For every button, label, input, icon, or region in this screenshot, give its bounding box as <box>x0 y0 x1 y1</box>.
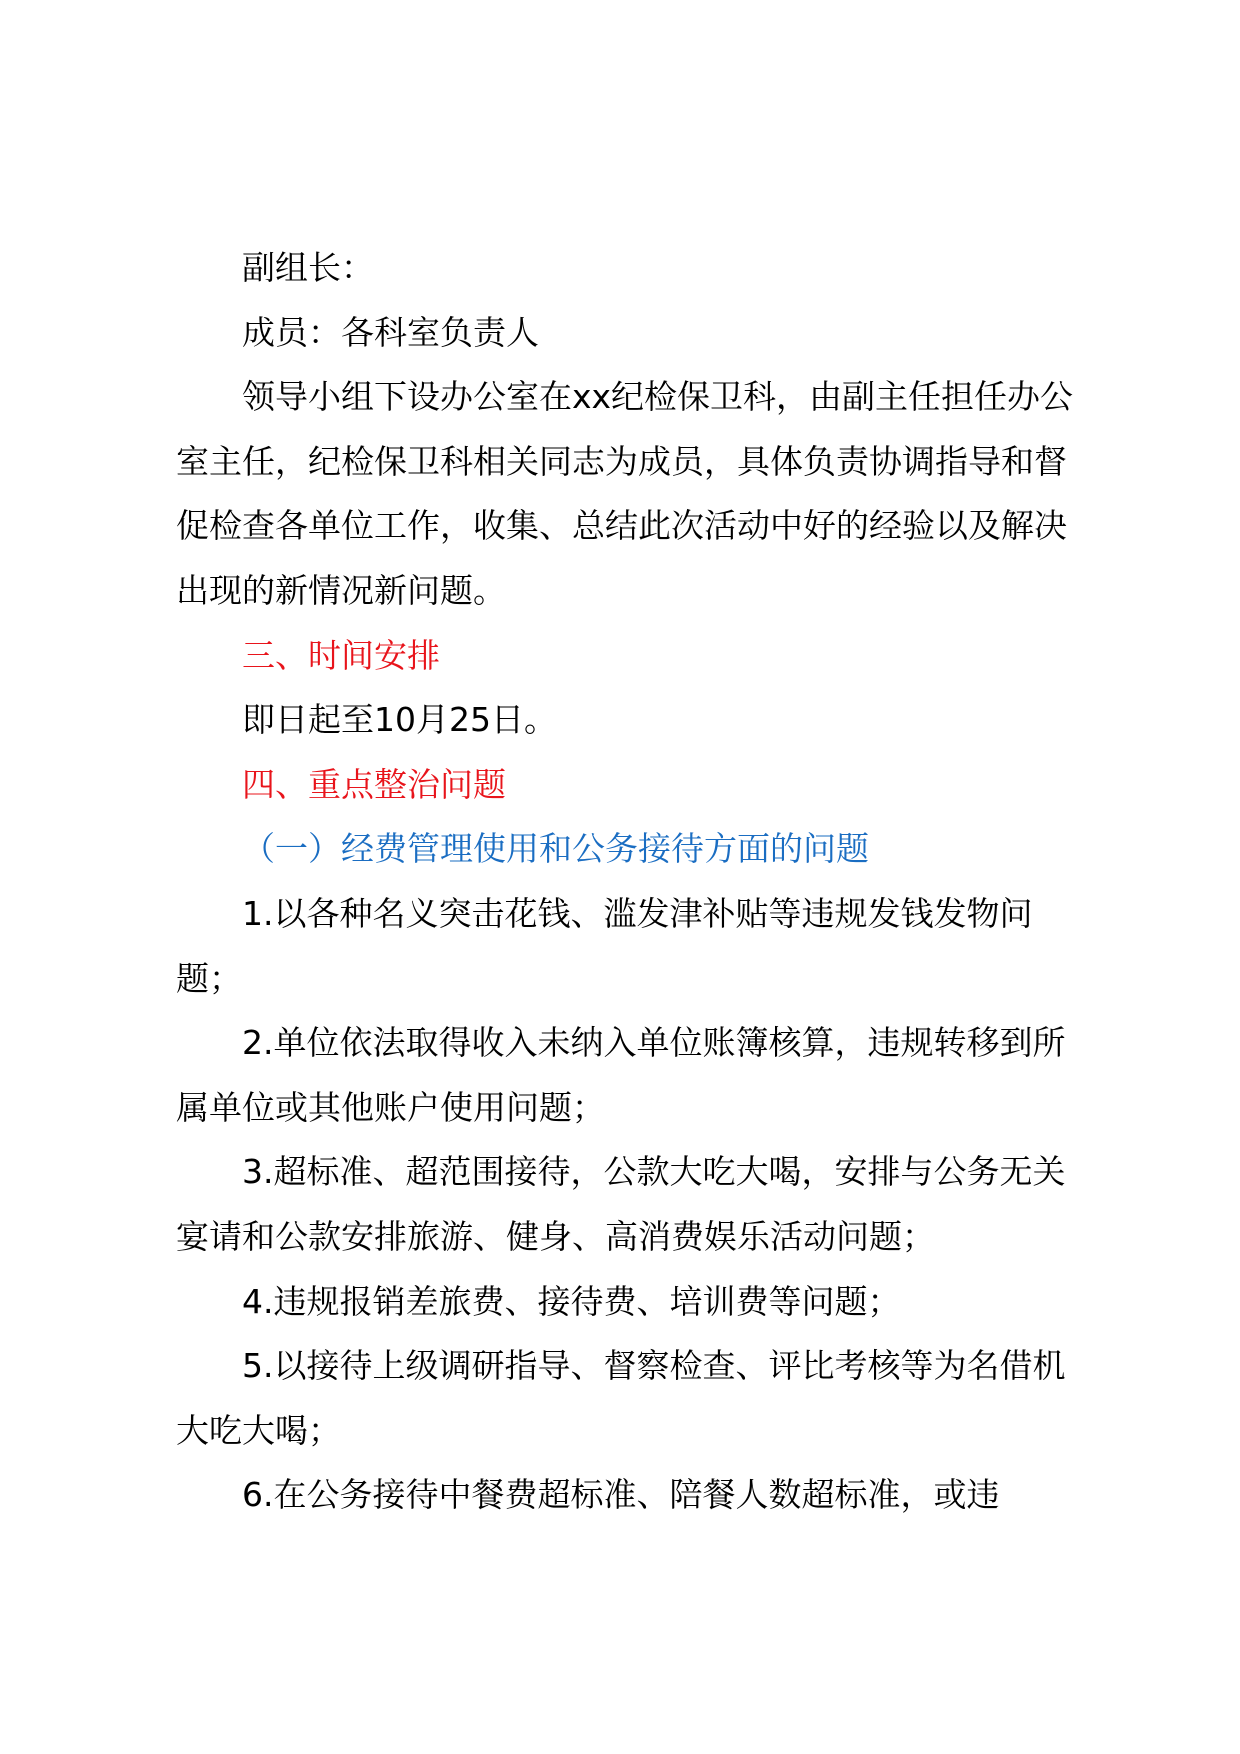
list-item-1: 1.以各种名义突击花钱、滥发津补贴等违规发钱发物问题； <box>176 893 1033 998</box>
list-item-3: 3.超标准、超范围接待，公款大吃大喝，安排与公务无关宴请和公款安排旅游、健身、高消费娱乐活动问题； <box>176 1152 1066 1256</box>
list-item-5: 5.以接待上级调研指导、督察检查、评比考核等为名借机大吃大喝； <box>176 1346 1066 1450</box>
heading-key-issues: 四、重点整治问题 <box>242 764 506 804</box>
list-item-2: 2.单位依法取得收入未纳入单位账簿核算，违规转移到所属单位或其他账户使用问题； <box>176 1023 1066 1127</box>
paragraph-deputy-leader: 副组长： <box>242 248 374 287</box>
paragraph-office-setup: 领导小组下设办公室在xx纪检保卫科，由副主任担任办公室主任，纪检保卫科相关同志为成员，具体负责协调指导和督促检查各单位工作，收集、总结此次活动中好的经验以及解决出现的新情况新问题。 <box>176 377 1074 610</box>
heading-time-schedule: 三、时间安排 <box>242 635 440 675</box>
paragraph-date-range: 即日起至10月25日。 <box>242 700 557 740</box>
list-item-4: 4.违规报销差旅费、接待费、培训费等问题； <box>242 1281 901 1321</box>
subheading-funds-reception: （一）经费管理使用和公务接待方面的问题 <box>242 829 869 869</box>
document-page <box>176 236 1082 1528</box>
paragraph-members: 成员：各科室负责人 <box>242 312 539 352</box>
list-item-6: 6.在公务接待中餐费超标准、陪餐人数超标准，或违 <box>242 1475 1000 1515</box>
